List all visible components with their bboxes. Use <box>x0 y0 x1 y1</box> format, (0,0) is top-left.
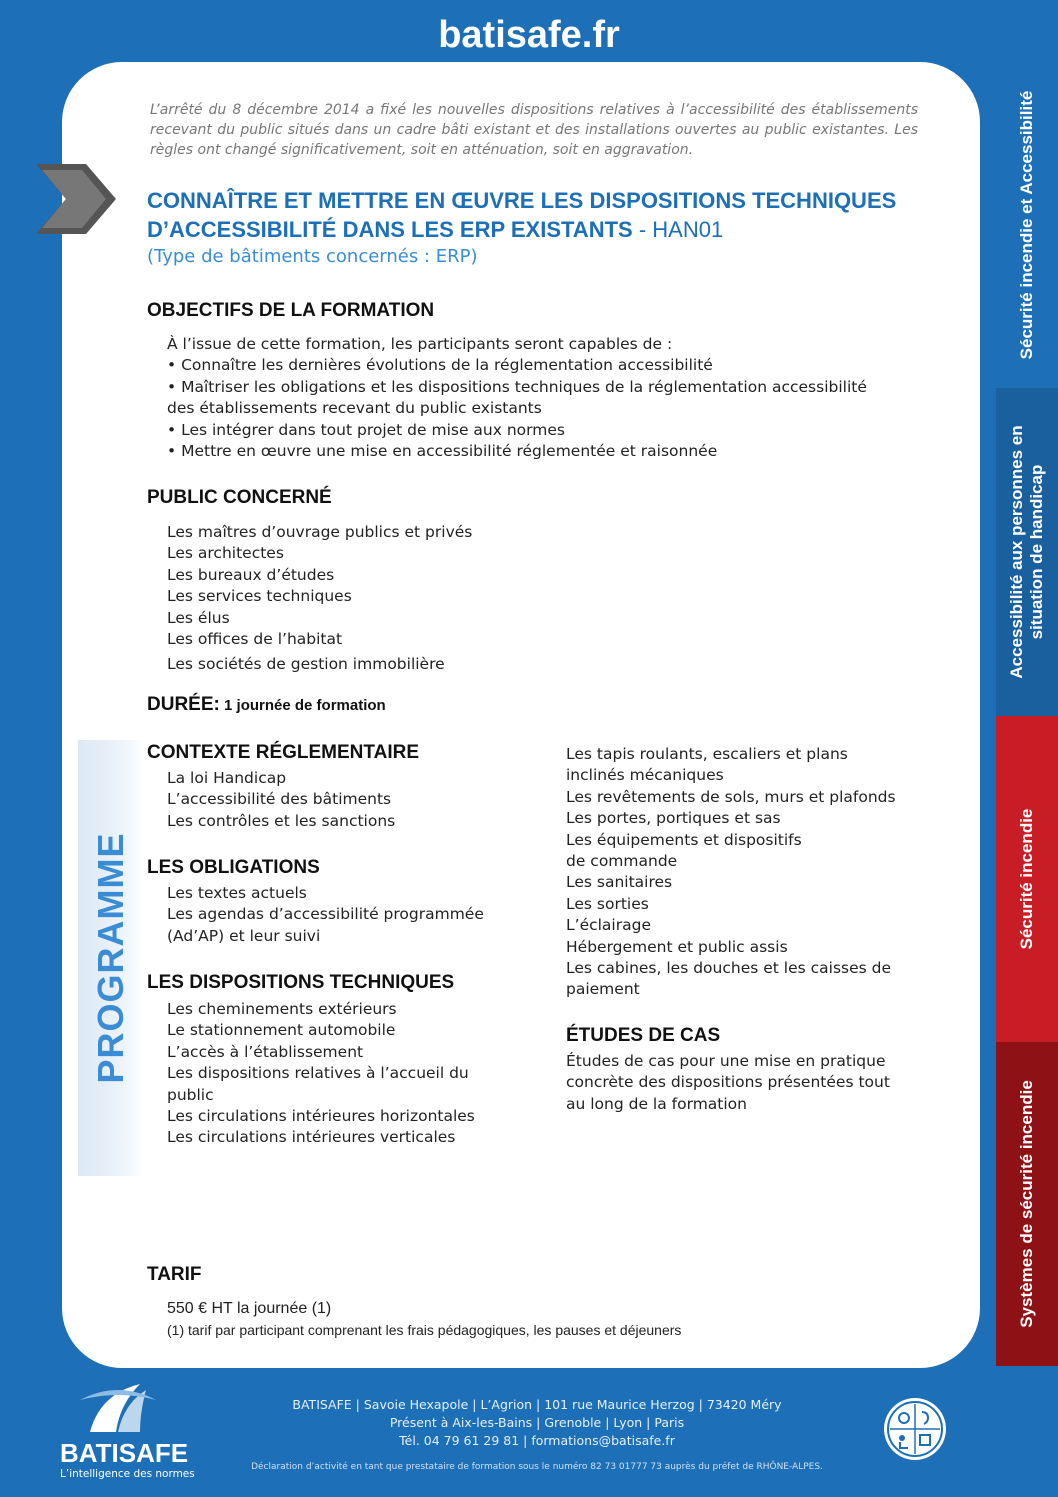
list-item: Les services techniques <box>167 587 352 606</box>
text-line: Études de cas pour une mise en pratique <box>566 1052 886 1070</box>
etudes-text <box>566 1051 890 1115</box>
list-item: Les cheminements extérieurs <box>167 1000 397 1018</box>
list-item: L’accessibilité des bâtiments <box>167 790 392 809</box>
list-item: Les élus <box>167 608 230 627</box>
batisafe-logo-icon <box>60 1382 178 1438</box>
list-item: Les sanitaires <box>566 873 673 892</box>
chevron-arrow-icon <box>36 164 116 234</box>
list-item: • Maîtriser les obligations et les dispositions techniques de la réglementation accessibilité <box>167 377 867 398</box>
list-item: Les maîtres d’ouvrage publics et privés <box>167 523 473 541</box>
list-item: L’éclairage <box>566 916 651 935</box>
list-item: • Les intégrer dans tout projet de mise aux normes <box>167 420 867 441</box>
list-item: Les revêtements de sols, murs et plafonds <box>566 787 896 806</box>
text-line: au long de la formation <box>566 1094 747 1113</box>
side-tab-systemes-securite[interactable] <box>996 1042 1058 1366</box>
section-heading-etudes: ÉTUDES DE CAS <box>566 1025 721 1046</box>
programme-band <box>78 740 144 1176</box>
list-item: de commande <box>566 852 678 871</box>
footer-address: BATISAFE | Savoie Hexapole | L’Agrion | 101 rue Maurice Herzog | 73420 Méry Présent à Aix-les-Bains | Grenoble | Lyon | Paris Tél. 04 79 61 29 81 | formations@batisafe.fr <box>230 1396 844 1450</box>
dispositions-list <box>167 999 475 1149</box>
side-tab-label: Systèmes de sécurité incendie <box>1017 1080 1036 1328</box>
side-tab-label: Sécurité incendie <box>1017 808 1036 950</box>
list-item: La loi Handicap <box>167 769 287 787</box>
course-title: CONNAÎTRE ET METTRE EN ŒUVRE LES DISPOSITIONS TECHNIQUES D’ACCESSIBILITÉ DANS LES ERP EXISTANTS - HAN01 <box>147 188 897 242</box>
duree-value: 1 journée de formation <box>219 697 386 714</box>
side-tab-label: Accessibilité aux personnes en situation de handicap <box>1007 425 1046 679</box>
tarif-note: (1) tarif par participant comprenant les frais pédagogiques, les pauses et déjeuners <box>167 1322 682 1338</box>
section-heading-dispositions: LES DISPOSITIONS TECHNIQUES <box>147 972 455 993</box>
list-item: • Connaître les dernières évolutions de la réglementation accessibilité <box>167 355 867 376</box>
side-tab-securite-incendie[interactable] <box>996 716 1058 1042</box>
side-tab-accessibilite-handicap[interactable] <box>996 388 1058 716</box>
dispositions-list-continued <box>566 744 896 1001</box>
programme-label: PROGRAMME <box>90 832 131 1084</box>
list-item: (Ad’AP) et leur suivi <box>167 926 321 945</box>
contexte-list <box>167 768 395 832</box>
site-title: batisafe.fr <box>438 14 620 56</box>
text-line: concrète des dispositions présentées tout <box>566 1073 890 1092</box>
list-item: • Mettre en œuvre une mise en accessibilité réglementée et raisonnée <box>167 441 867 462</box>
section-heading-tarif: TARIF <box>147 1264 202 1285</box>
footer-brand: BATISAFE <box>60 1438 189 1468</box>
section-heading-public: PUBLIC CONCERNÉ <box>147 487 332 508</box>
list-item: Les circulations intérieures horizontales <box>167 1107 475 1126</box>
obligations-list <box>167 883 484 947</box>
section-heading-objectifs: OBJECTIFS DE LA FORMATION <box>147 300 435 321</box>
list-item: Les dispositions relatives à l’accueil du <box>167 1064 469 1083</box>
list-item: L’accès à l’établissement <box>167 1042 364 1061</box>
list-item: Les contrôles et les sanctions <box>167 811 396 830</box>
course-code: - HAN01 <box>632 217 724 242</box>
list-item: inclinés mécaniques <box>566 766 724 785</box>
list-item-continuation: des établissements recevant du public existants <box>167 399 542 418</box>
list-item: Les portes, portiques et sas <box>566 809 781 828</box>
list-item: Les sociétés de gestion immobilière <box>167 655 445 674</box>
list-item: Les sorties <box>566 894 649 913</box>
section-heading-obligations: LES OBLIGATIONS <box>147 857 320 878</box>
objectifs-list <box>167 334 867 462</box>
section-heading-contexte: CONTEXTE RÉGLEMENTAIRE <box>147 742 419 763</box>
list-item: paiement <box>566 980 640 999</box>
side-tab-securite-accessibilite[interactable] <box>996 62 1058 388</box>
tarif-price: 550 € HT la journée (1) <box>167 1300 332 1317</box>
public-list <box>167 522 472 676</box>
batisafe-logo <box>60 1382 195 1482</box>
list-item: Les textes actuels <box>167 884 307 902</box>
list-item: Le stationnement automobile <box>167 1021 396 1040</box>
objectifs-lead: À l’issue de cette formation, les participants seront capables de : <box>167 335 673 353</box>
list-item: Les architectes <box>167 544 284 563</box>
duree: DURÉE: 1 journée de formation <box>147 694 386 715</box>
list-item: Hébergement et public assis <box>566 937 788 956</box>
list-item: Les tapis roulants, escaliers et plans <box>566 745 848 763</box>
footer-tagline: L’intelligence des normes <box>60 1468 195 1480</box>
list-item: Les circulations intérieures verticales <box>167 1128 456 1147</box>
list-item: Les offices de l’habitat <box>167 630 343 649</box>
intro-text: L’arrêté du 8 décembre 2014 a fixé les nouvelles dispositions relatives à l’accessibilité des établissements recevant du public situés dans un cadre bâti existant et des installations ouvertes au public existantes. Les règles ont changé significativement, soit en atténuation, soit en aggravation. <box>150 102 918 158</box>
footer-declaration: Déclaration d’activité en tant que prestataire de formation sous le numéro 82 73 01777 73 auprès du préfet de RHÔNE-ALPES. <box>251 1462 823 1472</box>
footer-contact-link[interactable]: Tél. 04 79 61 29 81 | formations@batisafe.fr <box>399 1433 675 1448</box>
list-item: Les agendas d’accessibilité programmée <box>167 905 484 924</box>
course-subtitle: (Type de bâtiments concernés : ERP) <box>147 246 478 267</box>
list-item: Les équipements et dispositifs <box>566 830 802 849</box>
list-item: public <box>167 1085 214 1104</box>
accessibility-badge-icon <box>882 1396 948 1462</box>
side-tab-label: Sécurité incendie et Accessibilité <box>1017 90 1036 360</box>
list-item: Les bureaux d’études <box>167 565 335 584</box>
list-item: Les cabines, les douches et les caisses de <box>566 959 892 978</box>
